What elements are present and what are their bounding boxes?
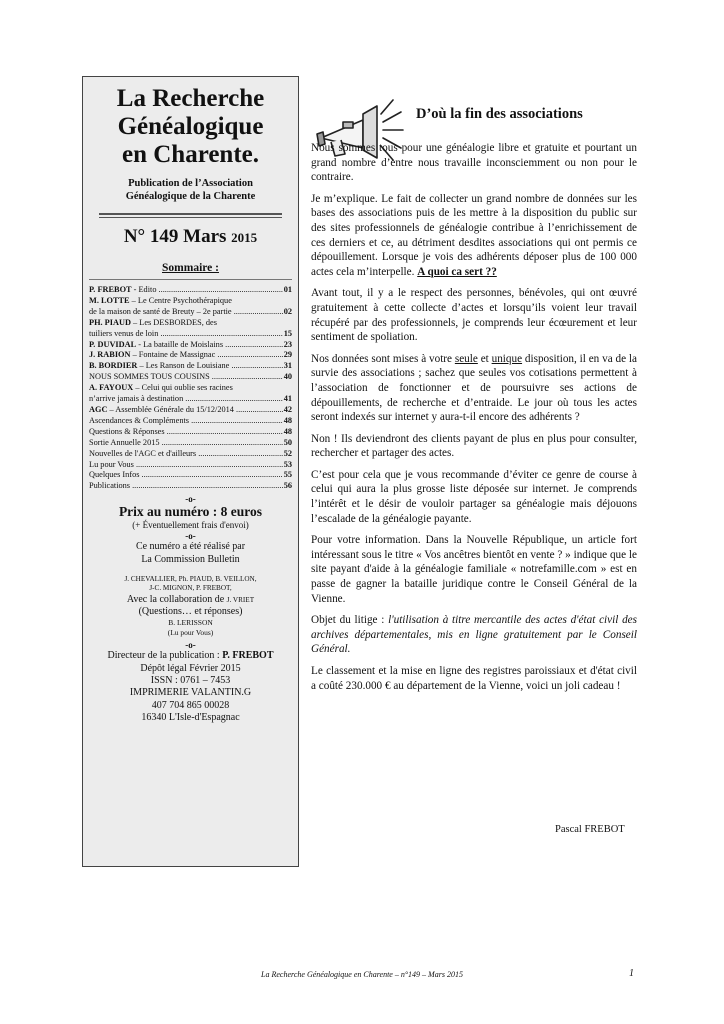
toc-entry (89, 394, 292, 405)
toc-entry-page: 01 (283, 285, 292, 294)
toc-entry (89, 470, 292, 481)
toc-entry-title: Publications (89, 481, 131, 491)
toc-entry-title: – Le Centre Psychothérapique (129, 295, 232, 305)
toc-entry-text (89, 329, 283, 340)
toc-entry-title: – Fontaine de Massignac (130, 350, 216, 360)
toc-entry (89, 340, 292, 351)
toc-entry (89, 438, 292, 449)
toc-entry (89, 318, 292, 329)
collab-name: J. VRIET (226, 595, 255, 604)
article-paragraph: Avant tout, il y a le respect des personnes, bénévoles, qui ont œuvré gratuitement à cette collecte d’actes et lorsqu’ils voient leur travail récupéré par des professionnels, je comprends leur écœurement et leur sentiment de spoliation. (311, 287, 637, 344)
toc-entry-author: J. RABION (89, 350, 131, 360)
toc-entry (89, 296, 292, 307)
toc-entry-text (89, 470, 283, 481)
toc-entry-text (89, 427, 283, 438)
printer: IMPRIMERIE VALANTIN.G (129, 687, 252, 699)
article-body (311, 141, 637, 700)
toc-entry-title: Sortie Annuelle 2015 (89, 437, 160, 447)
article-underline: unique (491, 352, 523, 365)
article-paragraph: Le classement et la mise en ligne des registres paroissiaux et d'état civil a coûté 230.000 € au département de la Vienne, voici un joli cadeau ! (311, 665, 637, 692)
toc-entry-page: 56 (283, 481, 292, 491)
team-names: J. CHEVALLIER, Ph. PIAUD, B. VEILLON, (124, 574, 257, 583)
collab-label: Avec la collaboration de (126, 593, 225, 605)
toc-entry-page: 42 (283, 404, 292, 414)
page-number: 1 (629, 968, 634, 979)
toc-entry-author: AGC (89, 404, 108, 414)
journal-subtitle-line: Généalogique de la Charente (125, 190, 256, 202)
article-text: et (477, 352, 492, 365)
toc-entry (89, 350, 292, 361)
toc-entry (89, 329, 292, 340)
toc-entry-title: – Les Ranson de Louisiane (137, 361, 230, 371)
toc-entry-text (89, 460, 283, 471)
toc-entry-page: 23 (283, 339, 292, 349)
toc-entry (89, 460, 292, 471)
separator: -o- (185, 494, 196, 505)
separator: -o- (185, 531, 196, 542)
toc-entry-page: 40 (283, 372, 292, 382)
director-label: Directeur de la publication : (107, 650, 220, 662)
toc-entry (89, 383, 292, 394)
toc-entry-title: - Edito (131, 285, 157, 294)
toc-entry-title: Lu pour Vous (89, 459, 134, 469)
toc-entry-text (89, 361, 283, 372)
toc-entry-title: n’arrive jamais à destination (89, 394, 184, 404)
toc-entry-author: PH. PIAUD (89, 317, 131, 327)
article-paragraph: Non ! Ils deviendront des clients payant de plus en plus pour consulter, rechercher et partager des actes. (311, 432, 637, 460)
collaboration (89, 594, 292, 606)
toc-entry-title: – Celui qui oublie ses racines (133, 383, 233, 393)
toc-entry-title: Ascendances & Compléments (89, 415, 190, 425)
journal-subtitle-line: Publication de l’Association (128, 178, 253, 189)
toc-entry (89, 449, 292, 460)
toc-entry-page: 15 (283, 328, 292, 338)
toc-entry (89, 361, 292, 372)
price-note: (+ Éventuellement frais d'envoi) (132, 520, 249, 531)
article-paragraph (311, 352, 637, 425)
legal-deposit: Dépôt légal Février 2015 (140, 662, 241, 674)
journal-title (89, 85, 292, 169)
article-text: disposition, il en va de la survie des associations ; sachez que seules vos cotisations permettent à l’association de fonctionner et de poursuivre ses actions de dépouillements, de recherche et d’entraide. Le jour où tous les actes seront indexés sur internet y aura-t-il encore des adhérents ? (311, 352, 637, 424)
toc-entry-text (89, 416, 283, 427)
sidebar-panel (82, 76, 299, 867)
made-by-line: La Commission Bulletin (141, 553, 240, 565)
made-by-line: Ce numéro a été réalisé par (135, 541, 246, 553)
article-text: Je m’explique. Le fait de collecter un grand nombre de données sur les bases des associations puis de les mettre à la disposition du public sur des sites professionnels de généalogie contribue à l’enrichissement de ces derniers et ce, au détriment desdites associations qui ont permis ce dépouillement. Lorsque je vois des adhérents déposer plus de 100 000 actes cela m’interpelle. (311, 192, 637, 278)
article-paragraph: C’est pour cela que je vous recommande d’éviter ce genre de course à celui qui aura la plus grosse liste déposée sur internet. Je comprends l’intérêt et le désir de vouloir partager sa généalogie mais déjouons l’escalade de la généalogie payante. (311, 468, 637, 525)
toc-entry-title: – Assemblée Générale du 15/12/2014 (107, 404, 234, 414)
toc-entry (89, 481, 292, 492)
issue-year: 2015 (231, 230, 258, 245)
printer-id: 407 704 865 00028 (151, 699, 230, 711)
team-names: J-C. MIGNON, P. FREBOT, (149, 584, 232, 593)
toc-entry-page: 53 (283, 459, 292, 469)
toc-entry (89, 405, 292, 416)
toc-entry-title: de la maison de santé de Breuty – 2e partie (89, 306, 232, 316)
page-footer: La Recherche Généalogique en Charente – n°149 – Mars 2015 (261, 970, 463, 979)
toc-entry-title: NOUS SOMMES TOUS COUSINS (89, 372, 210, 382)
article-emphasis: A quoi ca sert ?? (417, 265, 497, 278)
article-underline: seule (454, 352, 478, 365)
toc-entry-title: - La bataille de Moislains (136, 339, 224, 349)
article-paragraph (311, 613, 637, 657)
toc-entry-page: 31 (283, 361, 292, 371)
toc-entry-text (89, 340, 283, 351)
toc-entry (89, 307, 292, 318)
printer-city: 16340 L'Isle-d'Espagnac (141, 711, 240, 723)
toc-entry (89, 416, 292, 427)
toc-entry-text (89, 405, 283, 416)
toc-entry-title: Nouvelles de l'AGC et d'ailleurs (89, 448, 197, 458)
collab-topic: (Questions… et réponses) (138, 606, 243, 618)
toc-entry-page: 55 (283, 470, 292, 480)
journal-title-line: en Charente. (121, 141, 260, 168)
toc-entry (89, 427, 292, 438)
divider (99, 213, 282, 218)
toc-entry-page: 41 (283, 394, 292, 404)
toc-entry-page: 52 (283, 448, 292, 458)
toc-entry (89, 285, 292, 296)
toc-entry-page: 50 (283, 437, 292, 447)
toc-entry-text (89, 438, 283, 449)
issue-number (89, 226, 292, 248)
toc-entry-title: Questions & Réponses (89, 426, 165, 436)
toc-entry-text (89, 481, 283, 492)
toc-entry-text (89, 383, 292, 394)
toc-entry-author: B. BORDIER (89, 361, 138, 371)
toc-entry-text (89, 318, 292, 329)
article-paragraph (311, 192, 637, 280)
toc-entry (89, 372, 292, 383)
toc-entry-author: P. FREBOT (89, 285, 132, 294)
journal-title-line: La Recherche (116, 85, 265, 112)
article-text: Objet du litige : (311, 614, 389, 627)
article-title: D’où la fin des associations (416, 106, 583, 122)
price: Prix au numéro : 8 euros (118, 504, 263, 520)
toc-entry-text (89, 372, 283, 383)
issn: ISSN : 0761 – 7453 (150, 675, 231, 686)
toc-entry-title: – Les DESBORDES, des (130, 317, 217, 327)
collab-topic-2: (Lu pour Vous) (167, 628, 214, 638)
issue-main: N° 149 Mars (123, 226, 227, 247)
sommaire-heading: Sommaire : (162, 262, 219, 274)
toc-entry-author: P. DUVIDAL (89, 339, 137, 349)
toc-entry-page: 29 (283, 350, 292, 360)
article-text: Nos données sont mises à votre (311, 352, 455, 365)
article-italic: l'utilisation à titre mercantile des actes d'état civil des archives départementales, mis en ligne gratuitement par le Conseil Général. (311, 614, 637, 656)
article-paragraph: Pour votre information. Dans la Nouvelle République, un article fort intéressant sous le titre « Vos ancêtres bientôt en vente ? » indique que le site payant d'aide à la généalogie familiale « notrefamille.com » est en passe de gagner la bataille juridique contre le Conseil Général de la Vienne. (311, 534, 637, 605)
toc-entry-text (89, 394, 283, 405)
toc-entry-title: tuiliers venus de loin (89, 328, 159, 338)
director-name: P. FREBOT (222, 650, 274, 662)
toc-entry-author: M. LOTTE (89, 295, 130, 305)
toc-entry-text (89, 307, 283, 318)
toc-entry-author: A. FAYOUX (89, 383, 134, 393)
toc-entry-text (89, 449, 283, 460)
toc-entry-text (89, 350, 283, 361)
collab-name-2: B. LERISSON (168, 618, 213, 628)
director (89, 650, 292, 662)
toc-entry-text (89, 296, 292, 307)
toc-entry-page: 48 (283, 415, 292, 425)
toc-entry-page: 02 (283, 306, 292, 316)
signature: Pascal FREBOT (555, 824, 625, 835)
separator: -o- (185, 640, 196, 651)
toc-entry-title: Quelques Infos (89, 470, 140, 480)
toc-entry-page: 48 (283, 426, 292, 436)
article-paragraph: Nous sommes tous pour une généalogie libre et gratuite et pourtant un grand nombre d’entre nous travaille inconsciemment ou non pour le contraire. (311, 142, 637, 184)
journal-subtitle (89, 178, 292, 203)
table-of-contents (89, 279, 292, 492)
journal-title-line: Généalogique (117, 113, 264, 140)
toc-entry-text (89, 285, 283, 296)
